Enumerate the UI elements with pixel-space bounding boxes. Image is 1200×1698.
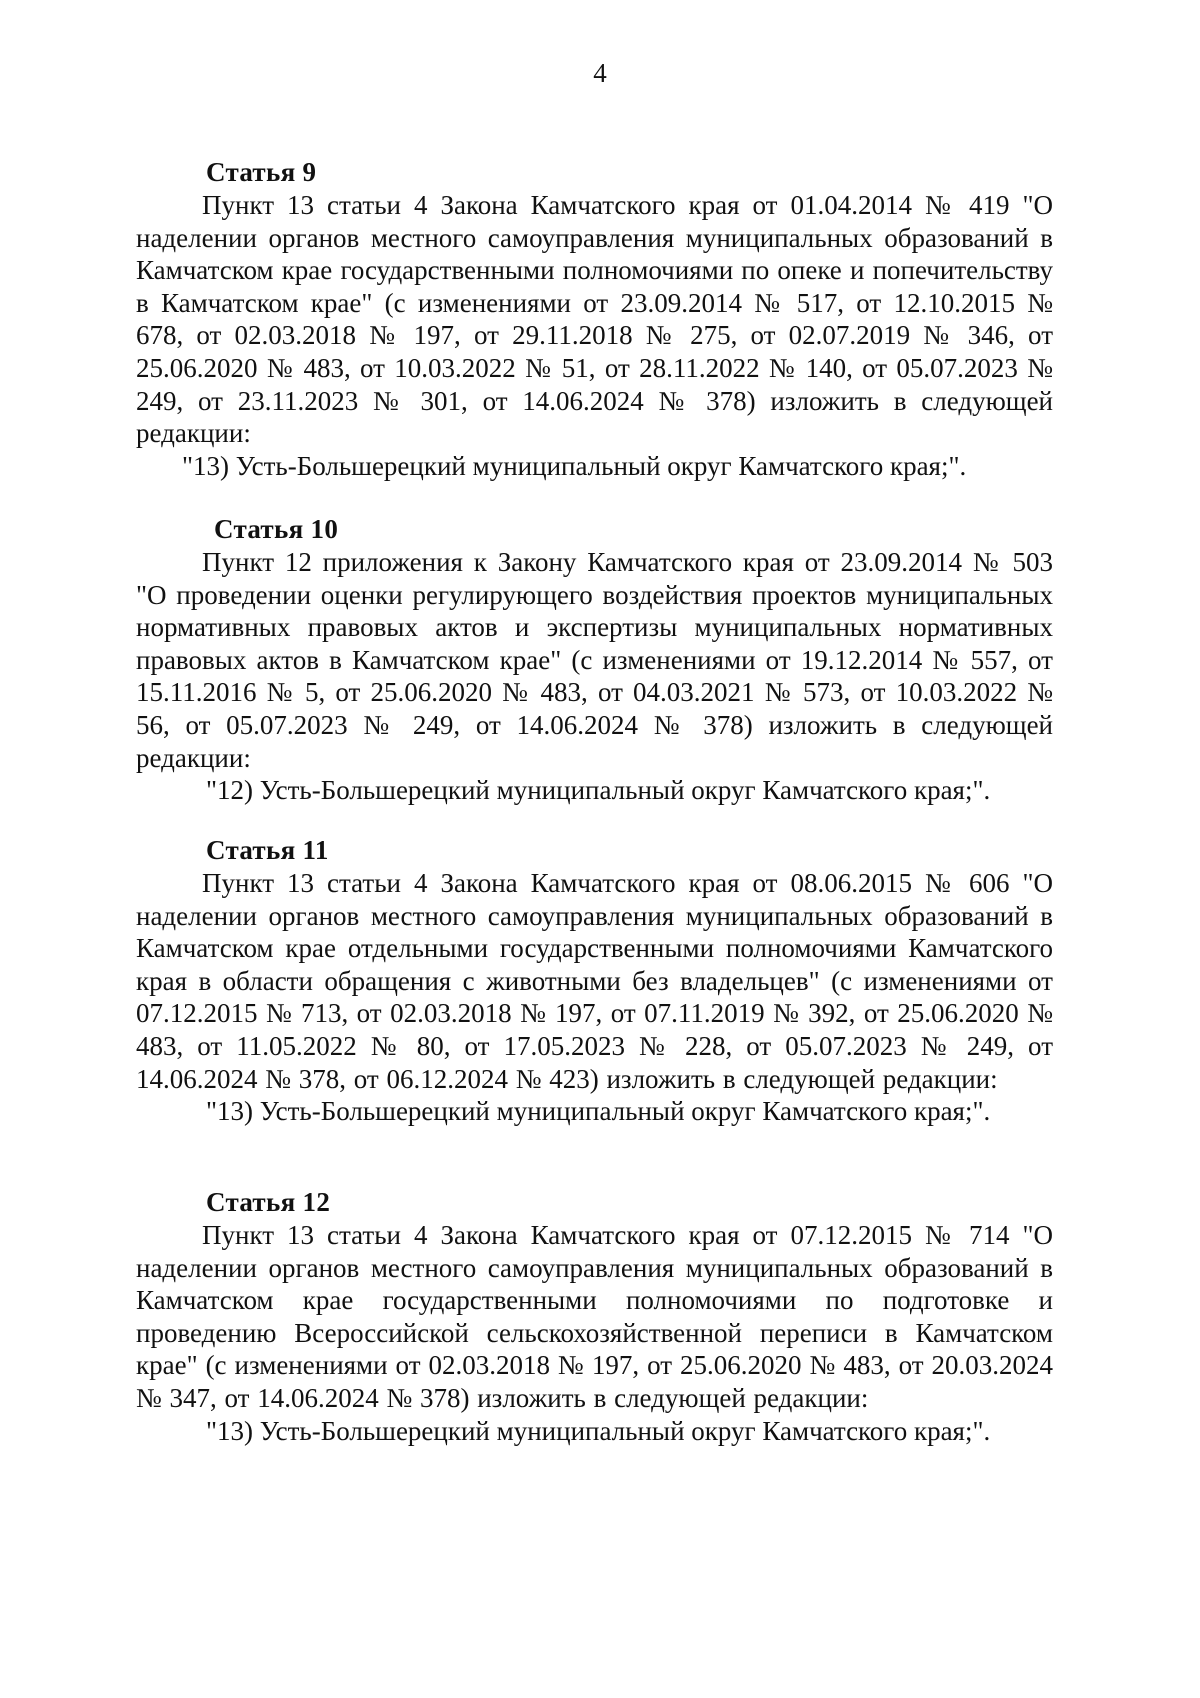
article-10	[136, 512, 1053, 807]
article-body: Пункт 12 приложения к Закону Камчатского края от 23.09.2014 № 503 "О проведении оценки регулирующего воздействия проектов муниципальных нормативных правовых актов и экспертизы муниципальных нормативных правовых актов в Камчатском крае" (с изменениями от 19.12.2014 № 557, от 15.11.2016 № 5, от 25.06.2020 № 483, от 04.03.2021 № 573, от 10.03.2022 № 56, от 05.07.2023 № 249, от 14.06.2024 № 378) изложить в следующей редакции:	[136, 547, 1053, 773]
article-heading: Статья 9	[206, 157, 317, 187]
article-body: Пункт 13 статьи 4 Закона Камчатского края от 08.06.2015 № 606 "О наделении органов местного самоуправления муниципальных образований в Камчатском крае отдельными государственными полномочиями Камчатского края в области обращения с животными без владельцев" (с изменениями от 07.12.2015 № 713, от 02.03.2018 № 197, от 07.11.2019 № 392, от 25.06.2020 № 483, от 11.05.2022 № 80, от 17.05.2023 № 228, от 05.07.2023 № 249, от 14.06.2024 № 378, от 06.12.2024 № 423) изложить в следующей редакции:	[136, 868, 1053, 1094]
article-body: Пункт 13 статьи 4 Закона Камчатского края от 07.12.2015 № 714 "О наделении органов местного самоуправления муниципальных образований в Камчатском крае государственными полномочиями по подготовке и проведению Всероссийской сельскохозяйственной переписи в Камчатском крае" (с изменениями от 02.03.2018 № 197, от 25.06.2020 № 483, от 20.03.2024 № 347, от 14.06.2024 № 378) изложить в следующей редакции:	[136, 1220, 1053, 1413]
article-body: Пункт 13 статьи 4 Закона Камчатского края от 01.04.2014 № 419 "О наделении органов местного самоуправления муниципальных образований в Камчатском крае государственными полномочиями по опеке и попечительству в Камчатском крае" (с изменениями от 23.09.2014 № 517, от 12.10.2015 № 678, от 02.03.2018 № 197, от 29.11.2018 № 275, от 02.07.2019 № 346, от 25.06.2020 № 483, от 10.03.2022 № 51, от 28.11.2022 № 140, от 05.07.2023 № 249, от 23.11.2023 № 301, от 14.06.2024 № 378) изложить в следующей редакции:	[136, 190, 1053, 449]
article-9	[136, 155, 1053, 482]
article-new-wording: "13) Усть-Большерецкий муниципальный округ Камчатского края;".	[206, 1415, 991, 1446]
page-number: 4	[593, 58, 607, 88]
article-12	[136, 1185, 1053, 1447]
article-heading: Статья 10	[214, 514, 339, 544]
article-heading: Статья 11	[206, 835, 329, 865]
article-new-wording: "12) Усть-Большерецкий муниципальный округ Камчатского края;".	[206, 775, 991, 806]
article-11	[136, 833, 1053, 1128]
article-heading: Статья 12	[206, 1187, 331, 1217]
article-new-wording: "13) Усть-Большерецкий муниципальный округ Камчатского края;".	[206, 1096, 991, 1127]
article-new-wording: "13) Усть-Большерецкий муниципальный округ Камчатского края;".	[182, 450, 967, 481]
